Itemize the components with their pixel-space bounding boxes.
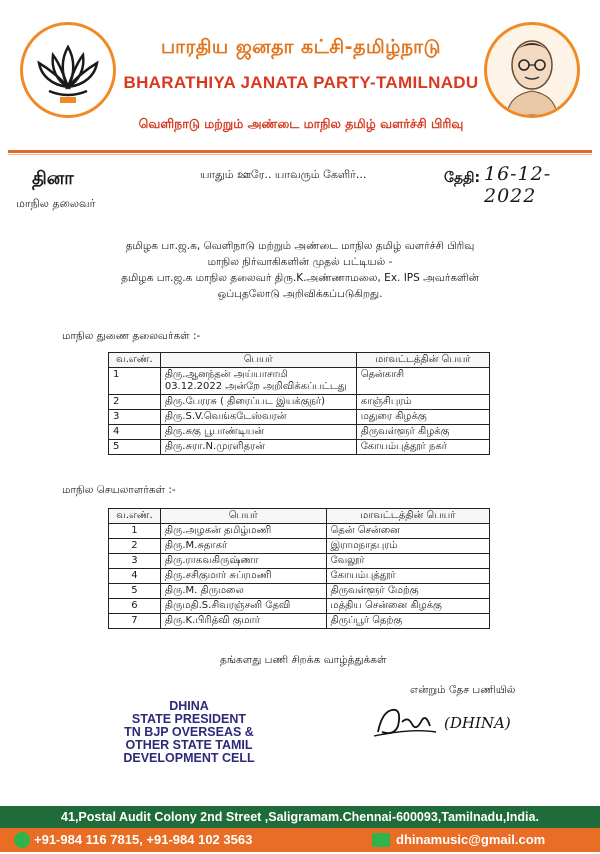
email-address: dhinamusic@gmail.com (396, 832, 546, 847)
signature-text: (DHINA) (444, 714, 511, 732)
vice-presidents-table (108, 352, 490, 455)
motto: யாதும் ஊரே.. யாவரும் கேளிர்... (200, 168, 367, 181)
member-name: திரு.K.பிரித்வி குமார் (160, 614, 326, 629)
sender-role: மாநில தலைவர் (16, 197, 96, 210)
member-name: திரு.சுரா.N.முரளிதரன் (160, 440, 356, 455)
email-icon (372, 833, 390, 847)
district-name: திருவள்ளூர் மேற்கு (326, 584, 489, 599)
table-header-row (109, 509, 490, 524)
whatsapp-icon (14, 832, 30, 848)
district-name: கோயம்புத்தூர் (326, 569, 489, 584)
table-row (109, 599, 490, 614)
header-divider-thin (8, 154, 592, 155)
district-name: தென்காசி (356, 368, 489, 395)
announcement-intro (60, 238, 540, 302)
district-name: இராமநாதபுரம் (326, 539, 489, 554)
secretaries-table (108, 508, 490, 629)
serial-number: 3 (109, 554, 161, 569)
handwritten-signature (372, 702, 522, 742)
district-name: மத்திய சென்னை கிழக்கு (326, 599, 489, 614)
serial-number: 7 (109, 614, 161, 629)
cell-name-tamil: வெளிநாடு மற்றும் அண்டை மாநில தமிழ் வளர்ச்சி பிரிவு (138, 116, 464, 131)
table-row (109, 584, 490, 599)
member-name: திருமதி.S.சிவரஞ்சனி தேவி (160, 599, 326, 614)
secretaries-heading: மாநில செயலாளர்கள் :- (62, 484, 176, 496)
member-name: திரு.S.V.வெங்கடேஸ்வரன் (160, 410, 356, 425)
bjp-lotus-logo (20, 22, 116, 118)
serial-number: 2 (109, 395, 161, 410)
column-header: வ.எண். (109, 353, 161, 368)
signatory-line: STATE PRESIDENT (131, 712, 247, 726)
district-name: காஞ்சிபுரம் (356, 395, 489, 410)
table-row (109, 569, 490, 584)
footer-contact (0, 828, 600, 852)
column-header: மாவட்டத்தின் பெயர் (356, 353, 489, 368)
serial-number: 2 (109, 539, 161, 554)
serial-number: 4 (109, 569, 161, 584)
column-header: பெயர் (160, 509, 326, 524)
table-row (109, 425, 490, 440)
serial-number: 5 (109, 440, 161, 455)
signatory-line: TN BJP OVERSEAS & (124, 725, 254, 739)
table-row (109, 554, 490, 569)
intro-line: மாநில நிர்வாகிகளின் முதல் பட்டியல் - (207, 256, 393, 268)
column-header: பெயர் (160, 353, 356, 368)
table-row (109, 539, 490, 554)
member-name: திரு.அழகன் தமிழ்மணி (160, 524, 326, 539)
signatory-block (96, 700, 282, 765)
serial-number: 4 (109, 425, 161, 440)
member-name: திரு.ராகவகிருஷ்ணா (160, 554, 326, 569)
district-name: கோயம்புத்தூர் நகர் (356, 440, 489, 455)
member-name: திரு.சசிகுமார் சுப்ரமணி (160, 569, 326, 584)
serial-number: 5 (109, 584, 161, 599)
column-header: வ.எண். (109, 509, 161, 524)
intro-line: தமிழக பா.ஜ.க மாநில தலைவர் திரு.K.அண்ணாமலை, Ex. IPS அவர்களின் (121, 272, 479, 284)
district-name: தென் சென்னை (326, 524, 489, 539)
intro-line: தமிழக பா.ஜ.க, வெளிநாடு மற்றும் அண்டை மாநில தமிழ் வளர்ச்சி பிரிவு (125, 240, 475, 252)
member-name: திரு.M.சுதாகர் (160, 539, 326, 554)
table-row (109, 395, 490, 410)
signatory-line: DEVELOPMENT CELL (123, 751, 255, 765)
district-name: வேலூர் (326, 554, 489, 569)
serial-number: 6 (109, 599, 161, 614)
member-name-text: திரு.ஆனந்தன் அய்யாசாமி (164, 369, 288, 380)
table-header-row (109, 353, 490, 368)
header-divider (8, 150, 592, 153)
member-name: திரு.M. திருமலை (160, 584, 326, 599)
member-name: திரு.சுகு பூபாண்டியன் (160, 425, 356, 440)
vice-presidents-heading: மாநில துணை தலைவர்கள் :- (62, 330, 201, 342)
serial-number: 3 (109, 410, 161, 425)
date-label: தேதி: (444, 170, 481, 186)
phone-numbers: +91-984 116 7815, +91-984 102 3563 (34, 832, 253, 847)
date-value: 16-12-2022 (484, 163, 552, 207)
sender-name: தினா (32, 168, 74, 189)
table-row (109, 440, 490, 455)
table-row (109, 524, 490, 539)
party-name-tamil: பாரதிய ஜனதா கட்சி-தமிழ்நாடு (160, 36, 442, 58)
serial-number: 1 (109, 524, 161, 539)
member-name (160, 368, 356, 395)
table-row (109, 614, 490, 629)
table-row (109, 368, 490, 395)
signatory-line: DHINA (169, 699, 209, 713)
footer-address: 41,Postal Audit Colony 2nd Street ,Saligramam.Chennai-600093,Tamilnadu,India. (0, 806, 600, 828)
closing-text: என்றும் தேச பணியில் (410, 684, 516, 696)
signatory-line: OTHER STATE TAMIL (125, 738, 253, 752)
lotus-logo-icon (23, 25, 113, 115)
member-note: 03.12.2022 அன்றே அறிவிக்கப்பட்டது (164, 381, 347, 392)
column-header: மாவட்டத்தின் பெயர் (326, 509, 489, 524)
district-name: திருப்பூர் தெற்கு (326, 614, 489, 629)
serial-number: 1 (109, 368, 161, 395)
leader-portrait (484, 22, 580, 118)
wishes-text: தங்களது பணி சிறக்க வாழ்த்துக்கள் (220, 654, 387, 666)
intro-line: ஒப்புதலோடு அறிவிக்கப்படுகிறது. (217, 288, 383, 300)
table-row (109, 410, 490, 425)
party-name-english: BHARATHIYA JANATA PARTY-TAMILNADU (123, 73, 479, 92)
portrait-photo-icon (487, 25, 577, 115)
district-name: மதுரை கிழக்கு (356, 410, 489, 425)
member-name: திரு.பேரரசு ( திரைப்பட இயக்குநர்) (160, 395, 356, 410)
district-name: திருவள்ளூர் கிழக்கு (356, 425, 489, 440)
